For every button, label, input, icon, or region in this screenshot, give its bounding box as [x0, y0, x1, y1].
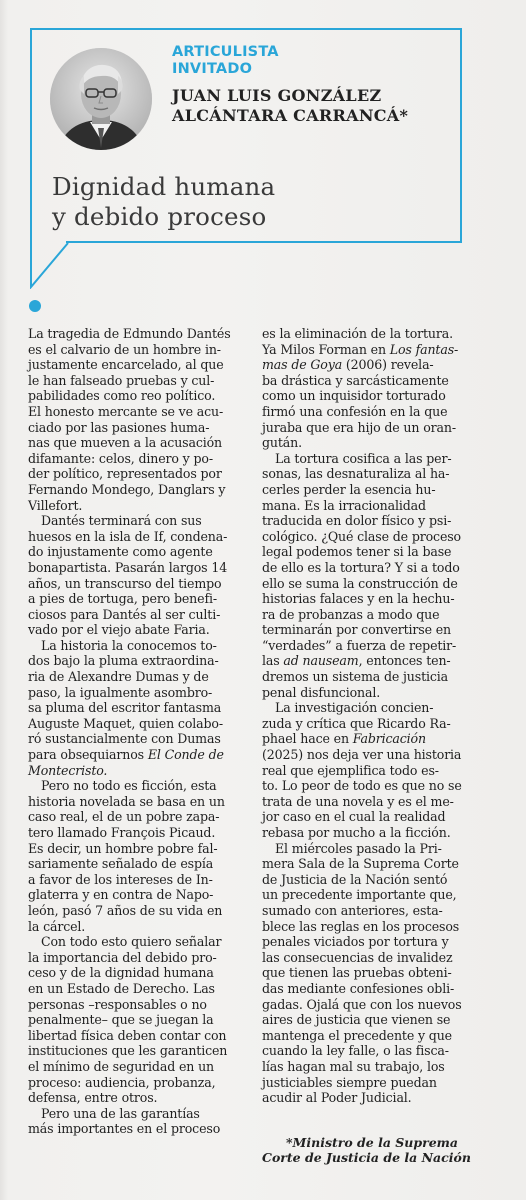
- article-line: la cárcel.: [28, 918, 86, 934]
- article-line: mana. Es la irracionalidad: [262, 497, 426, 513]
- article-line: pabilidades como reo político.: [28, 388, 216, 404]
- article-line: Con todo esto quiero señalar: [41, 934, 222, 950]
- section-label-line-2: INVITADO: [172, 61, 253, 77]
- article-line: el mínimo de seguridad en un: [28, 1058, 214, 1074]
- article-line: historia novelada se basa en un: [28, 793, 225, 809]
- article-line: cerles perder la esencia hu-: [262, 481, 436, 497]
- article-line: juraba que era hijo de un oran-: [262, 419, 456, 435]
- article-line: glaterra y en contra de Napo-: [28, 887, 214, 903]
- article-line: penales viciados por tortura y: [262, 934, 449, 950]
- article-line: do injustamente como agente: [28, 544, 213, 560]
- author-name-line-1: JUAN LUIS GONZÁLEZ: [172, 86, 382, 105]
- article-line: Villefort.: [28, 497, 83, 513]
- article-line: aires de justicia que vienen se: [262, 1012, 451, 1028]
- article-line: sonas, las desnaturaliza al ha-: [262, 466, 450, 482]
- article-line: rebasa por mucho a la ficción.: [262, 825, 451, 840]
- article-line: trata de una novela y es el me-: [262, 793, 454, 809]
- article-line: cológico. ¿Qué clase de proceso: [262, 528, 461, 544]
- article-line: terminarán por convertirse en: [262, 622, 452, 638]
- article-line: La tragedia de Edmundo Dantés: [28, 326, 231, 341]
- article-line: de Justicia de la Nación sentó: [262, 871, 448, 887]
- article-line: to. Lo peor de todo es que no se: [262, 778, 462, 794]
- article-line: mera Sala de la Suprema Corte: [262, 856, 459, 872]
- article-line: zuda y crítica que Ricardo Ra-: [262, 715, 451, 731]
- article-line: un precedente importante que,: [262, 887, 457, 903]
- article-line: legal podemos tener si la base: [262, 544, 452, 560]
- article-line: que tienen las pruebas obteni-: [262, 965, 452, 981]
- article-line: a pies de tortuga, pero benefi-: [28, 591, 217, 607]
- article-line: más importantes en el proceso: [28, 1121, 221, 1137]
- article-line: ra de probanzas a modo que: [262, 606, 440, 622]
- article-line: La investigación concien-: [275, 700, 434, 716]
- article-line: Fernando Mondego, Danglars y: [28, 481, 226, 497]
- article-line: traducida en dolor físico y psi-: [262, 513, 452, 529]
- article-line: le han falseado pruebas y cul-: [28, 372, 215, 388]
- article-line: la importancia del debido pro-: [28, 949, 217, 965]
- article-line: real que ejemplifica todo es-: [262, 762, 439, 778]
- article-line: en un Estado de Derecho. Las: [28, 980, 215, 996]
- article-line: justamente encarcelado, al que: [28, 357, 224, 373]
- article-line: Pero una de las garantías: [41, 1105, 200, 1121]
- article-line: es la eliminación de la tortura.: [262, 326, 453, 341]
- article-line: gután.: [262, 435, 302, 451]
- article-line: nas que mueven a la acusación: [28, 435, 223, 451]
- article-line: ba drástica y sarcásticamente: [262, 372, 449, 388]
- article-line: paso, la igualmente asombro-: [28, 684, 213, 700]
- article-line: “verdades” a fuerza de repetir-: [262, 637, 457, 653]
- article-line: difamante: celos, dinero y po-: [28, 450, 213, 466]
- section-label-line-1: ARTICULISTA: [172, 44, 279, 60]
- article-line: La historia la conocemos to-: [41, 637, 217, 653]
- article-line: ria de Alexandre Dumas y de: [28, 669, 209, 685]
- article-line: Montecristo.: [28, 762, 108, 778]
- article-line: libertad física deben contar con: [28, 1027, 227, 1043]
- article-line: sa pluma del escritor fantasma: [28, 700, 222, 716]
- article-line: historias falaces y en la hechu-: [262, 591, 455, 607]
- article-line: dremos un sistema de justicia: [262, 669, 448, 685]
- article-line: las ad nauseam, entonces ten-: [262, 653, 451, 669]
- article-line: personas –responsables o no: [28, 996, 207, 1012]
- author-signature-note: [262, 1135, 471, 1165]
- article-line: defensa, entre otros.: [28, 1090, 158, 1106]
- article-line: Auguste Maquet, quien colabo-: [28, 715, 223, 731]
- article-line: (2025) nos deja ver una historia: [262, 747, 462, 763]
- article-line: mantenga el precedente y que: [262, 1027, 452, 1043]
- article-line: gadas. Ojalá que con los nuevos: [262, 996, 462, 1012]
- article-line: blece las reglas en los procesos: [262, 918, 460, 934]
- article-line: años, un transcurso del tiempo: [28, 575, 222, 591]
- author-portrait: [50, 48, 152, 150]
- article-line: para obsequiarnos El Conde de: [28, 747, 224, 763]
- article-line: león, pasó 7 años de su vida en: [28, 902, 223, 918]
- article-line: das mediante confesiones obli-: [262, 980, 455, 996]
- article-line: penalmente– que se juegan la: [28, 1012, 214, 1028]
- article-line: El miércoles pasado la Pri-: [275, 840, 442, 856]
- article-line: sumado con anteriores, esta-: [262, 902, 443, 918]
- article-line: las consecuencias de invalidez: [262, 949, 453, 965]
- header-frame-bottom: [66, 241, 462, 243]
- speech-bubble-tail: [30, 241, 70, 289]
- article-line: ciado por las pasiones huma-: [28, 419, 210, 435]
- article-line: firmó una confesión en la que: [262, 403, 448, 419]
- article-title-line-2: y debido proceso: [52, 202, 267, 231]
- signature-line-1: *Ministro de la Suprema: [285, 1135, 458, 1150]
- article-line: instituciones que les garanticen: [28, 1043, 228, 1059]
- article-line: dos bajo la pluma extraordina-: [28, 653, 219, 669]
- article-line: justiciables siempre puedan: [262, 1074, 437, 1090]
- article-line: ró sustancialmente con Dumas: [28, 731, 221, 747]
- article-line: Pero no todo es ficción, esta: [41, 778, 217, 794]
- article-line: jor caso en el cual la realidad: [262, 809, 446, 825]
- article-column-right: [262, 326, 482, 1106]
- article-line: acudir al Poder Judicial.: [262, 1090, 412, 1106]
- author-photo-icon: [50, 48, 152, 150]
- article-line: ciosos para Dantés al ser culti-: [28, 606, 221, 622]
- article-line: tero llamado François Picaud.: [28, 825, 216, 840]
- article-title-line-1: Dignidad humana: [52, 172, 276, 201]
- article-line: El honesto mercante se ve acu-: [28, 403, 224, 419]
- article-line: der político, representados por: [28, 466, 222, 482]
- article-line: penal disfuncional.: [262, 684, 381, 700]
- article-line: vado por el viejo abate Faria.: [28, 622, 210, 638]
- article-line: Es decir, un hombre pobre fal-: [28, 840, 218, 856]
- article-line: ello se suma la construcción de: [262, 575, 458, 591]
- article-line: caso real, el de un pobre zapa-: [28, 809, 220, 825]
- article-line: bonapartista. Pasarán largos 14: [28, 559, 228, 575]
- article-line: a favor de los intereses de In-: [28, 871, 213, 887]
- author-name-line-2: ALCÁNTARA CARRANCÁ*: [172, 106, 409, 125]
- article-line: como un inquisidor torturado: [262, 388, 446, 404]
- accent-dot-icon: [29, 300, 41, 312]
- article-line: cuando la ley falle, o las fisca-: [262, 1043, 449, 1059]
- article-line: Dantés terminará con sus: [41, 513, 202, 529]
- article-line: La tortura cosifica a las per-: [275, 450, 452, 466]
- article-line: lías hagan mal su trabajo, los: [262, 1058, 445, 1074]
- article-line: es el calvario de un hombre in-: [28, 341, 221, 357]
- article-line: de ello es la tortura? Y si a todo: [262, 559, 460, 575]
- signature-line-2: Corte de Justicia de la Nación: [262, 1150, 471, 1165]
- article-line: Ya Milos Forman en Los fantas-: [262, 341, 459, 357]
- article-line: huesos en la isla de If, condena-: [28, 528, 228, 544]
- article-line: phael hace en Fabricación: [262, 731, 426, 747]
- section-label: [172, 44, 432, 78]
- article-line: proceso: audiencia, probanza,: [28, 1074, 216, 1090]
- article-line: mas de Goya (2006) revela-: [262, 357, 434, 373]
- article-line: sariamente señalado de espía: [28, 856, 214, 872]
- article-line: ceso y de la dignidad humana: [28, 965, 214, 981]
- article-column-left: [28, 326, 248, 1137]
